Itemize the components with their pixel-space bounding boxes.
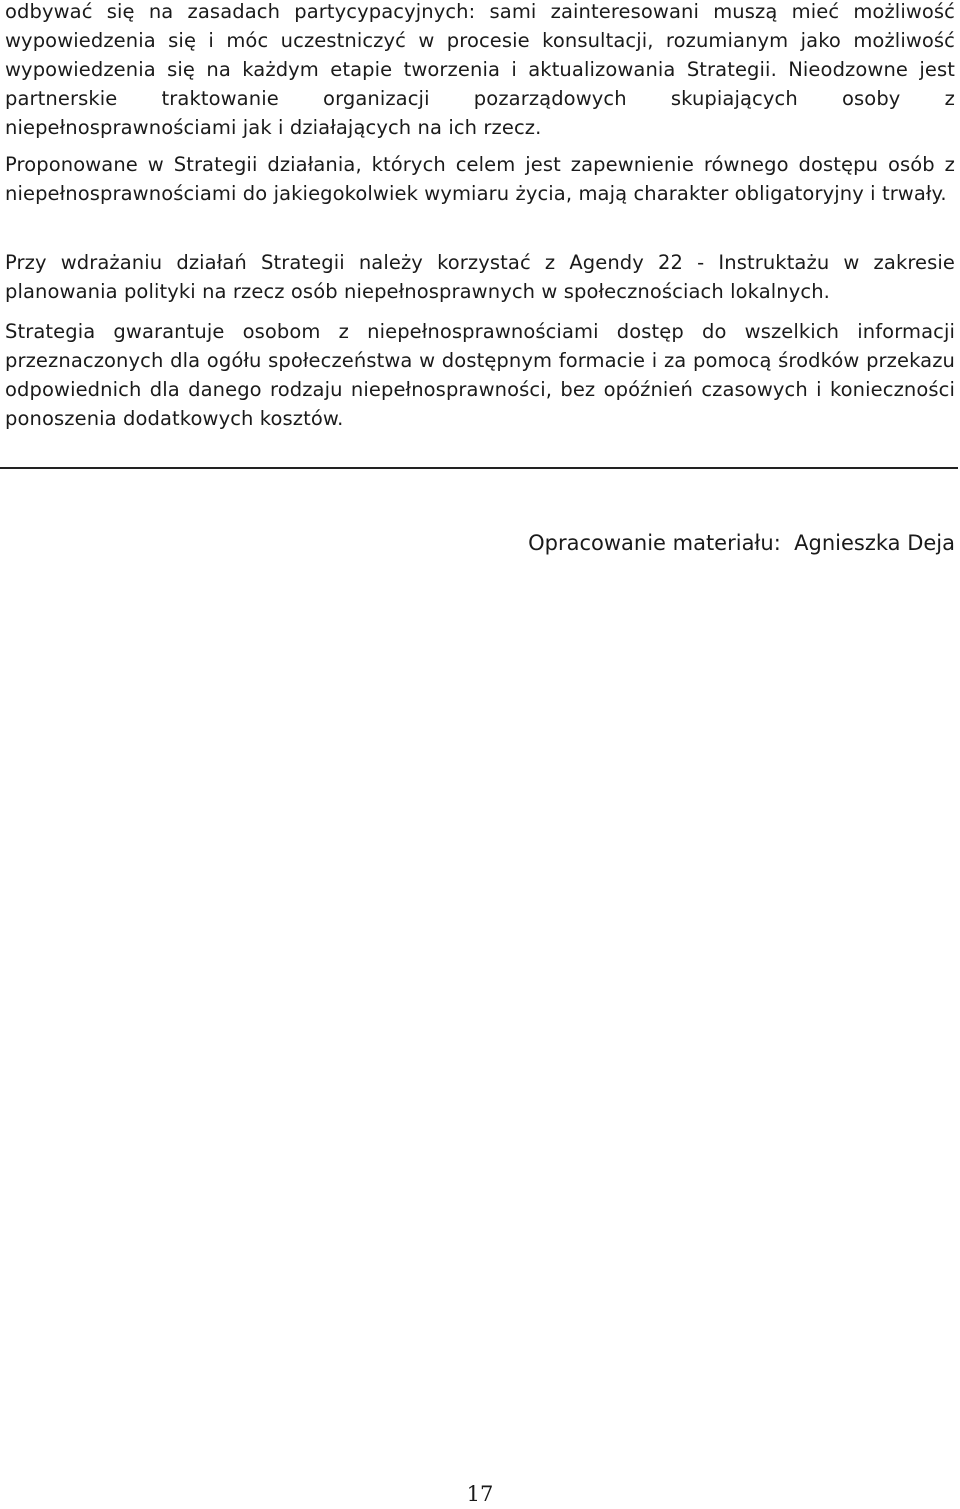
page-number: 17 [466,1482,494,1506]
paragraph-information-access: Strategia gwarantuje osobom z niepełnosprawnościami dostęp do wszelkich informacji przeznaczonych dla ogółu społeczeństwa w dostępnym formacie i za pomocą środków przekazu odpowiednich dla danego rodzaju niepełnosprawności, bez opóźnień czasowych i konieczności ponoszenia dodatkowych kosztów. [5,320,955,430]
author-credit: Opracowanie materiału: Agnieszka Deja [528,531,955,555]
horizontal-rule [0,467,958,469]
paragraph-agenda-22: Przy wdrażaniu działań Strategii należy korzystać z Agendy 22 - Instruktażu w zakresie planowania polityki na rzecz osób niepełnosprawnych w społecznościach lokalnych. [5,251,955,303]
paragraph-obligatory-actions: Proponowane w Strategii działania, których celem jest zapewnienie równego dostępu osób z niepełnosprawnościami do jakiegokolwiek wymiaru życia, mają charakter obligatoryjny i trwały. [5,153,955,205]
paragraph-participation: odbywać się na zasadach partycypacyjnych: sami zainteresowani muszą mieć możliwość wypowiedzenia się i móc uczestniczyć w procesie konsultacji, rozumianym jako możliwość wypowiedzenia się na każdym etapie tworzenia i aktualizowania Strategii. Nieodzowne jest partnerskie traktowanie organizacji pozarządowych skupiających osoby z niepełnosprawnościami jak i działających na ich rzecz. [5,0,955,139]
